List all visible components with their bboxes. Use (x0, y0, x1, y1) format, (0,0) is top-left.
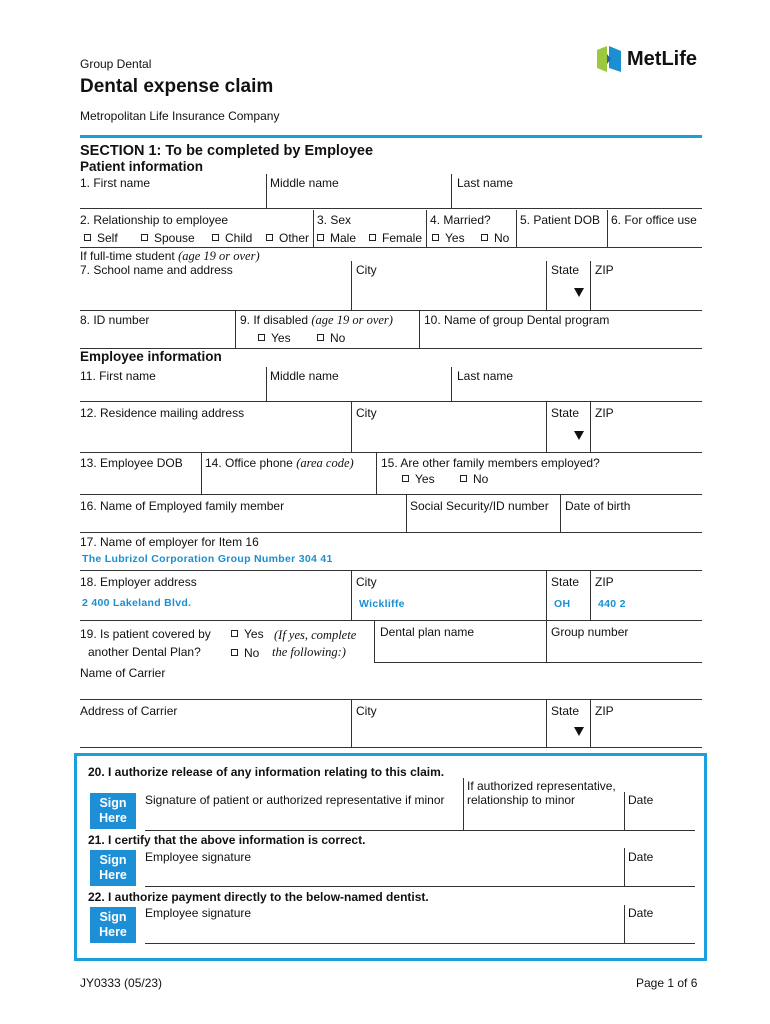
school-city-label: City (356, 263, 377, 277)
group-number-label: Group number (551, 625, 629, 639)
employer-name-label: 17. Name of employer for Item 16 (80, 535, 259, 549)
group-label: Group Dental (80, 57, 152, 71)
form-code: JY0333 (05/23) (80, 976, 163, 990)
last-name-label: Last name (457, 176, 514, 190)
company-name: Metropolitan Life Insurance Company (80, 109, 280, 123)
sex-label: 3. Sex (317, 213, 352, 227)
covered-yes-option[interactable]: Yes (231, 627, 264, 641)
s20-heading: 20. I authorize release of any information relating to this claim. (88, 765, 445, 779)
school-state-label: State (551, 263, 580, 277)
married-label: 4. Married? (430, 213, 491, 227)
carrier-name-label: Name of Carrier (80, 666, 166, 680)
section1-title: SECTION 1: To be completed by Employee (80, 143, 374, 159)
middle-name-label: Middle name (270, 176, 339, 190)
s21-signature-line[interactable] (145, 886, 695, 887)
s22-signature-label: Employee signature (145, 906, 252, 920)
sign-here-20[interactable]: Sign Here (90, 793, 136, 829)
s21-signature-label: Employee signature (145, 850, 252, 864)
covered-q1-label: 19. Is patient covered by (80, 627, 211, 641)
addr-city-label: City (356, 575, 377, 589)
carrier-state-dropdown-icon[interactable] (574, 727, 584, 736)
office-phone-label: 14. Office phone (area code) (205, 456, 354, 470)
addr-zip-label: ZIP (595, 575, 614, 589)
s22-date-label: Date (628, 906, 654, 920)
rel-other-option[interactable]: Other (266, 231, 309, 245)
disabled-no-option[interactable]: No (317, 331, 345, 345)
addr-state-value[interactable]: OH (554, 598, 571, 610)
carrier-state-label: State (551, 704, 580, 718)
group-program-label: 10. Name of group Dental program (424, 313, 610, 327)
page-number: Page 1 of 6 (636, 976, 698, 990)
metlife-logo (597, 46, 697, 72)
emp-zip-label: ZIP (595, 406, 614, 420)
carrier-zip-label: ZIP (595, 704, 614, 718)
patient-dob-label: 5. Patient DOB (520, 213, 601, 227)
s21-date-label: Date (628, 850, 654, 864)
rel-spouse-option[interactable]: Spouse (141, 231, 195, 245)
rel-self-option[interactable]: Self (84, 231, 118, 245)
disabled-yes-option[interactable]: Yes (258, 331, 291, 345)
family-dob-label: Date of birth (565, 499, 631, 513)
other-no-option[interactable]: No (460, 472, 488, 486)
addr-state-label: State (551, 575, 580, 589)
first-name-label: 1. First name (80, 176, 151, 190)
relationship-label: 2. Relationship to employee (80, 213, 229, 227)
covered-no-option[interactable]: No (231, 646, 259, 660)
s20-signature-line[interactable] (145, 830, 695, 831)
ssn-label: Social Security/ID number (410, 499, 549, 513)
emp-state-label: State (551, 406, 580, 420)
school-label: 7. School name and address (80, 263, 233, 277)
s20-rep-label-2: relationship to minor (467, 793, 576, 807)
residence-label: 12. Residence mailing address (80, 406, 245, 420)
covered-q2-label: another Dental Plan? (88, 645, 201, 659)
emp-middle-name-label: Middle name (270, 369, 339, 383)
addr-city-value[interactable]: Wickliffe (359, 598, 405, 610)
office-use-label: 6. For office use (611, 213, 697, 227)
school-zip-label: ZIP (595, 263, 614, 277)
emp-first-name-label: 11. First name (80, 369, 156, 383)
logo-text: MetLife (627, 47, 697, 70)
employer-address-label: 18. Employer address (80, 575, 197, 589)
id-number-label: 8. ID number (80, 313, 150, 327)
rel-child-option[interactable]: Child (212, 231, 252, 245)
family-member-label: 16. Name of Employed family member (80, 499, 285, 513)
patient-heading: Patient information (80, 159, 204, 174)
other-yes-option[interactable]: Yes (402, 472, 435, 486)
s21-heading: 21. I certify that the above information is correct. (88, 833, 366, 847)
sex-female-option[interactable]: Female (369, 231, 422, 245)
s20-signature-label: Signature of patient or authorized representative if minor (145, 793, 445, 807)
emp-state-dropdown-icon[interactable] (574, 431, 584, 440)
plan-name-label: Dental plan name (380, 625, 475, 639)
carrier-city-label: City (356, 704, 377, 718)
carrier-address-label: Address of Carrier (80, 704, 178, 718)
employer-name-value[interactable]: The Lubrizol Corporation Group Number 304 41 (82, 553, 333, 565)
disabled-label: 9. If disabled (age 19 or over) (240, 313, 393, 327)
metlife-logo-icon (597, 46, 621, 72)
married-yes-option[interactable]: Yes (432, 231, 465, 245)
page-title: Dental expense claim (80, 76, 274, 97)
if-yes-note-1: (If yes, complete (274, 628, 357, 642)
employer-address-value[interactable]: 2 400 Lakeland Blvd. (82, 597, 192, 609)
s22-signature-line[interactable] (145, 943, 695, 944)
s22-heading: 22. I authorize payment directly to the below-named dentist. (88, 890, 429, 904)
sign-here-21[interactable]: Sign Here (90, 850, 136, 886)
fulltime-label: If full-time student (age 19 or over) (80, 249, 260, 263)
emp-city-label: City (356, 406, 377, 420)
s20-rep-label-1: If authorized representative, (467, 779, 616, 793)
sex-male-option[interactable]: Male (317, 231, 356, 245)
other-family-label: 15. Are other family members employed? (381, 456, 600, 470)
s20-date-label: Date (628, 793, 654, 807)
sign-here-22[interactable]: Sign Here (90, 907, 136, 943)
addr-zip-value[interactable]: 440 2 (598, 598, 626, 610)
school-state-dropdown-icon[interactable] (574, 288, 584, 297)
married-no-option[interactable]: No (481, 231, 509, 245)
emp-last-name-label: Last name (457, 369, 514, 383)
header-rule (80, 135, 702, 138)
if-yes-note-2: the following:) (272, 645, 346, 659)
employee-heading: Employee information (80, 349, 222, 364)
emp-dob-label: 13. Employee DOB (80, 456, 183, 470)
